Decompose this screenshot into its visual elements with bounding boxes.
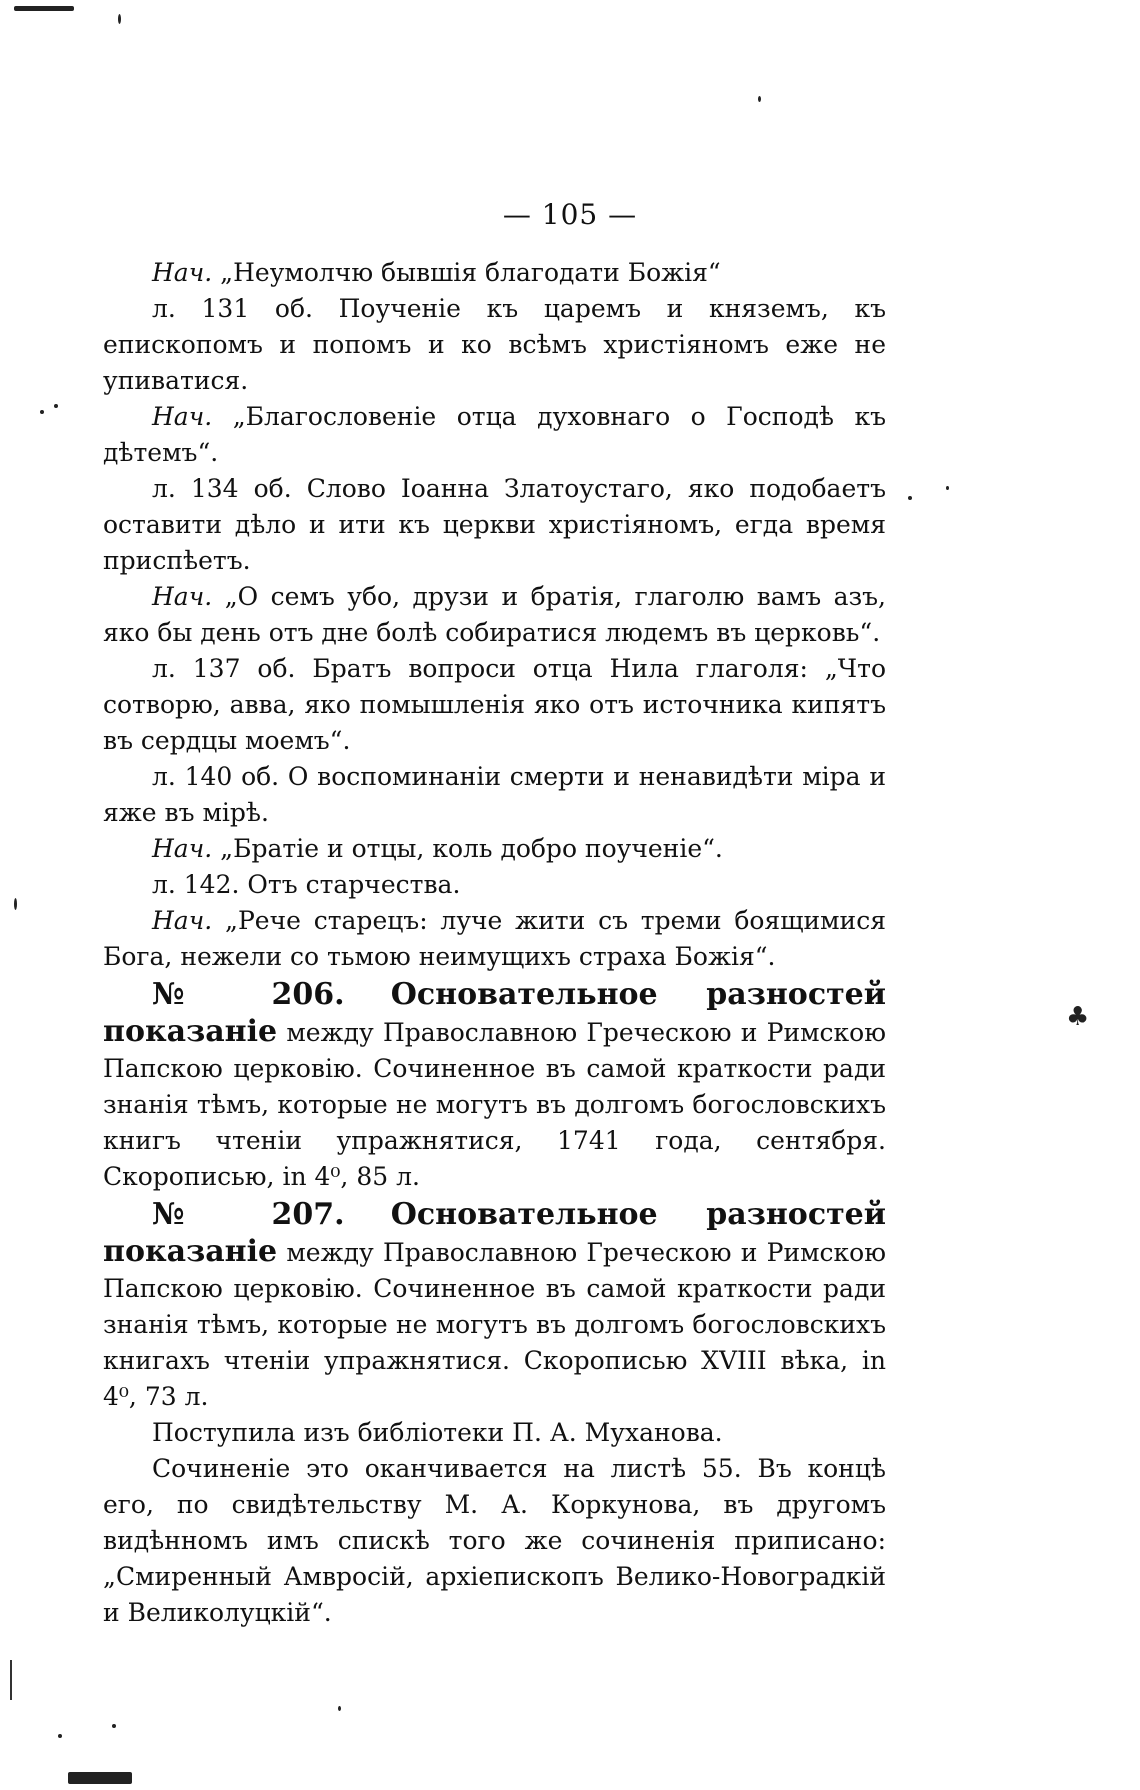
paragraph-text: л. 140 об. О воспоминаніи смерти и ненавидѣти міра и яже въ мірѣ. <box>103 762 886 827</box>
paragraph-text: л. 137 об. Братъ вопроси отца Нила глаголя: „Что сотворю, авва, яко помышленія яко отъ источника кипятъ въ сердцы моемъ“. <box>103 654 886 755</box>
provenance-note: Поступила изъ библіотеки П. А. Муханова. <box>152 1418 723 1447</box>
scan-speck <box>908 496 912 500</box>
paragraph <box>103 291 886 399</box>
scan-speck <box>112 1724 116 1728</box>
paragraph <box>103 399 886 471</box>
paragraph-text: „Неумолчю бывшія благодати Божія“ <box>212 258 721 287</box>
paragraph <box>103 471 886 579</box>
scan-speck <box>40 410 44 414</box>
page-body <box>103 255 886 1631</box>
paragraph <box>103 903 886 975</box>
scan-speck <box>58 1734 62 1738</box>
scan-speck <box>338 1706 341 1711</box>
paragraph <box>103 759 886 831</box>
scan-speck <box>14 898 17 910</box>
paragraph <box>103 255 886 291</box>
paragraph-text: л. 134 об. Слово Іоанна Златоустаго, яко подобаетъ оставити дѣло и ити къ церкви христіяномъ, егда время приспѣетъ. <box>103 474 886 575</box>
incipit-label: Нач. <box>152 258 213 287</box>
closing-note: Сочиненіе это оканчивается на листѣ 55. Въ концѣ его, по свидѣтельству М. А. Коркунова, въ другомъ видѣнномъ имъ спискѣ того же сочиненія приписано: „Смиренный Амвросій, архіепископъ Велико-Новоградкій и Великолуцкій“. <box>103 1454 886 1627</box>
entry-number: № 206. <box>152 977 345 1012</box>
paragraph-text: л. 131 об. Поученіе къ царемъ и княземъ, къ епископомъ и попомъ и ко всѣмъ христіяномъ еже не упиватися. <box>103 294 886 395</box>
scan-speck <box>68 1772 132 1784</box>
entry-description: между Православною Греческою и Римскою Папскою церковію. Сочиненное въ самой краткости ради знанія тѣмъ, которые не могутъ въ долгомъ богословскихъ книгахъ чтеніи упражнятися. Скорописью XVIII вѣка, in 4⁰, 73 л. <box>103 1238 886 1411</box>
paragraph-text: „О семъ убо, друзи и братія, глаголю вамъ азъ, яко бы день отъ дне болѣ собиратися людемъ въ церковь“. <box>103 582 886 647</box>
catalog-entry-206 <box>103 977 886 1195</box>
entry-number: № 207. <box>152 1197 345 1232</box>
scan-speck <box>54 404 58 408</box>
ink-blot-mark: ♣ <box>1066 1002 1090 1032</box>
paragraph-text: „Благословеніе отца духовнаго о Господѣ къ дѣтемъ“. <box>103 402 886 467</box>
paragraph <box>103 651 886 759</box>
catalog-entry-207 <box>103 1197 886 1415</box>
scan-speck <box>118 14 121 24</box>
paragraph <box>103 867 886 903</box>
paragraph <box>103 579 886 651</box>
paragraph-text: л. 142. Отъ старчества. <box>152 870 461 899</box>
entry-description: между Православною Греческою и Римскою Папскою церковію. Сочиненное въ самой краткости ради знанія тѣмъ, которые не могутъ въ долгомъ богословскихъ книгъ чтеніи упражнятися, 1741 года, сентября. Скорописью, in 4⁰, 85 л. <box>103 1018 886 1191</box>
entry-title: Основательное разностей показаніе <box>103 977 887 1049</box>
paragraph-text: „Братіе и отцы, коль добро поученіе“. <box>212 834 723 863</box>
scan-edge-line <box>10 1660 12 1700</box>
incipit-label: Нач. <box>152 906 213 935</box>
incipit-label: Нач. <box>152 582 213 611</box>
page-number: — 105 — <box>502 198 638 231</box>
entry-title: Основательное разностей показаніе <box>103 1197 887 1269</box>
scan-speck <box>758 96 761 102</box>
paragraph <box>103 831 886 867</box>
incipit-label: Нач. <box>152 402 213 431</box>
scan-speck <box>14 6 74 11</box>
paragraph-text: „Рече старецъ: луче жити съ треми боящимися Бога, нежели со тьмою неимущихъ страха Божія“. <box>103 906 886 971</box>
scan-speck <box>946 486 949 490</box>
incipit-label: Нач. <box>152 834 213 863</box>
